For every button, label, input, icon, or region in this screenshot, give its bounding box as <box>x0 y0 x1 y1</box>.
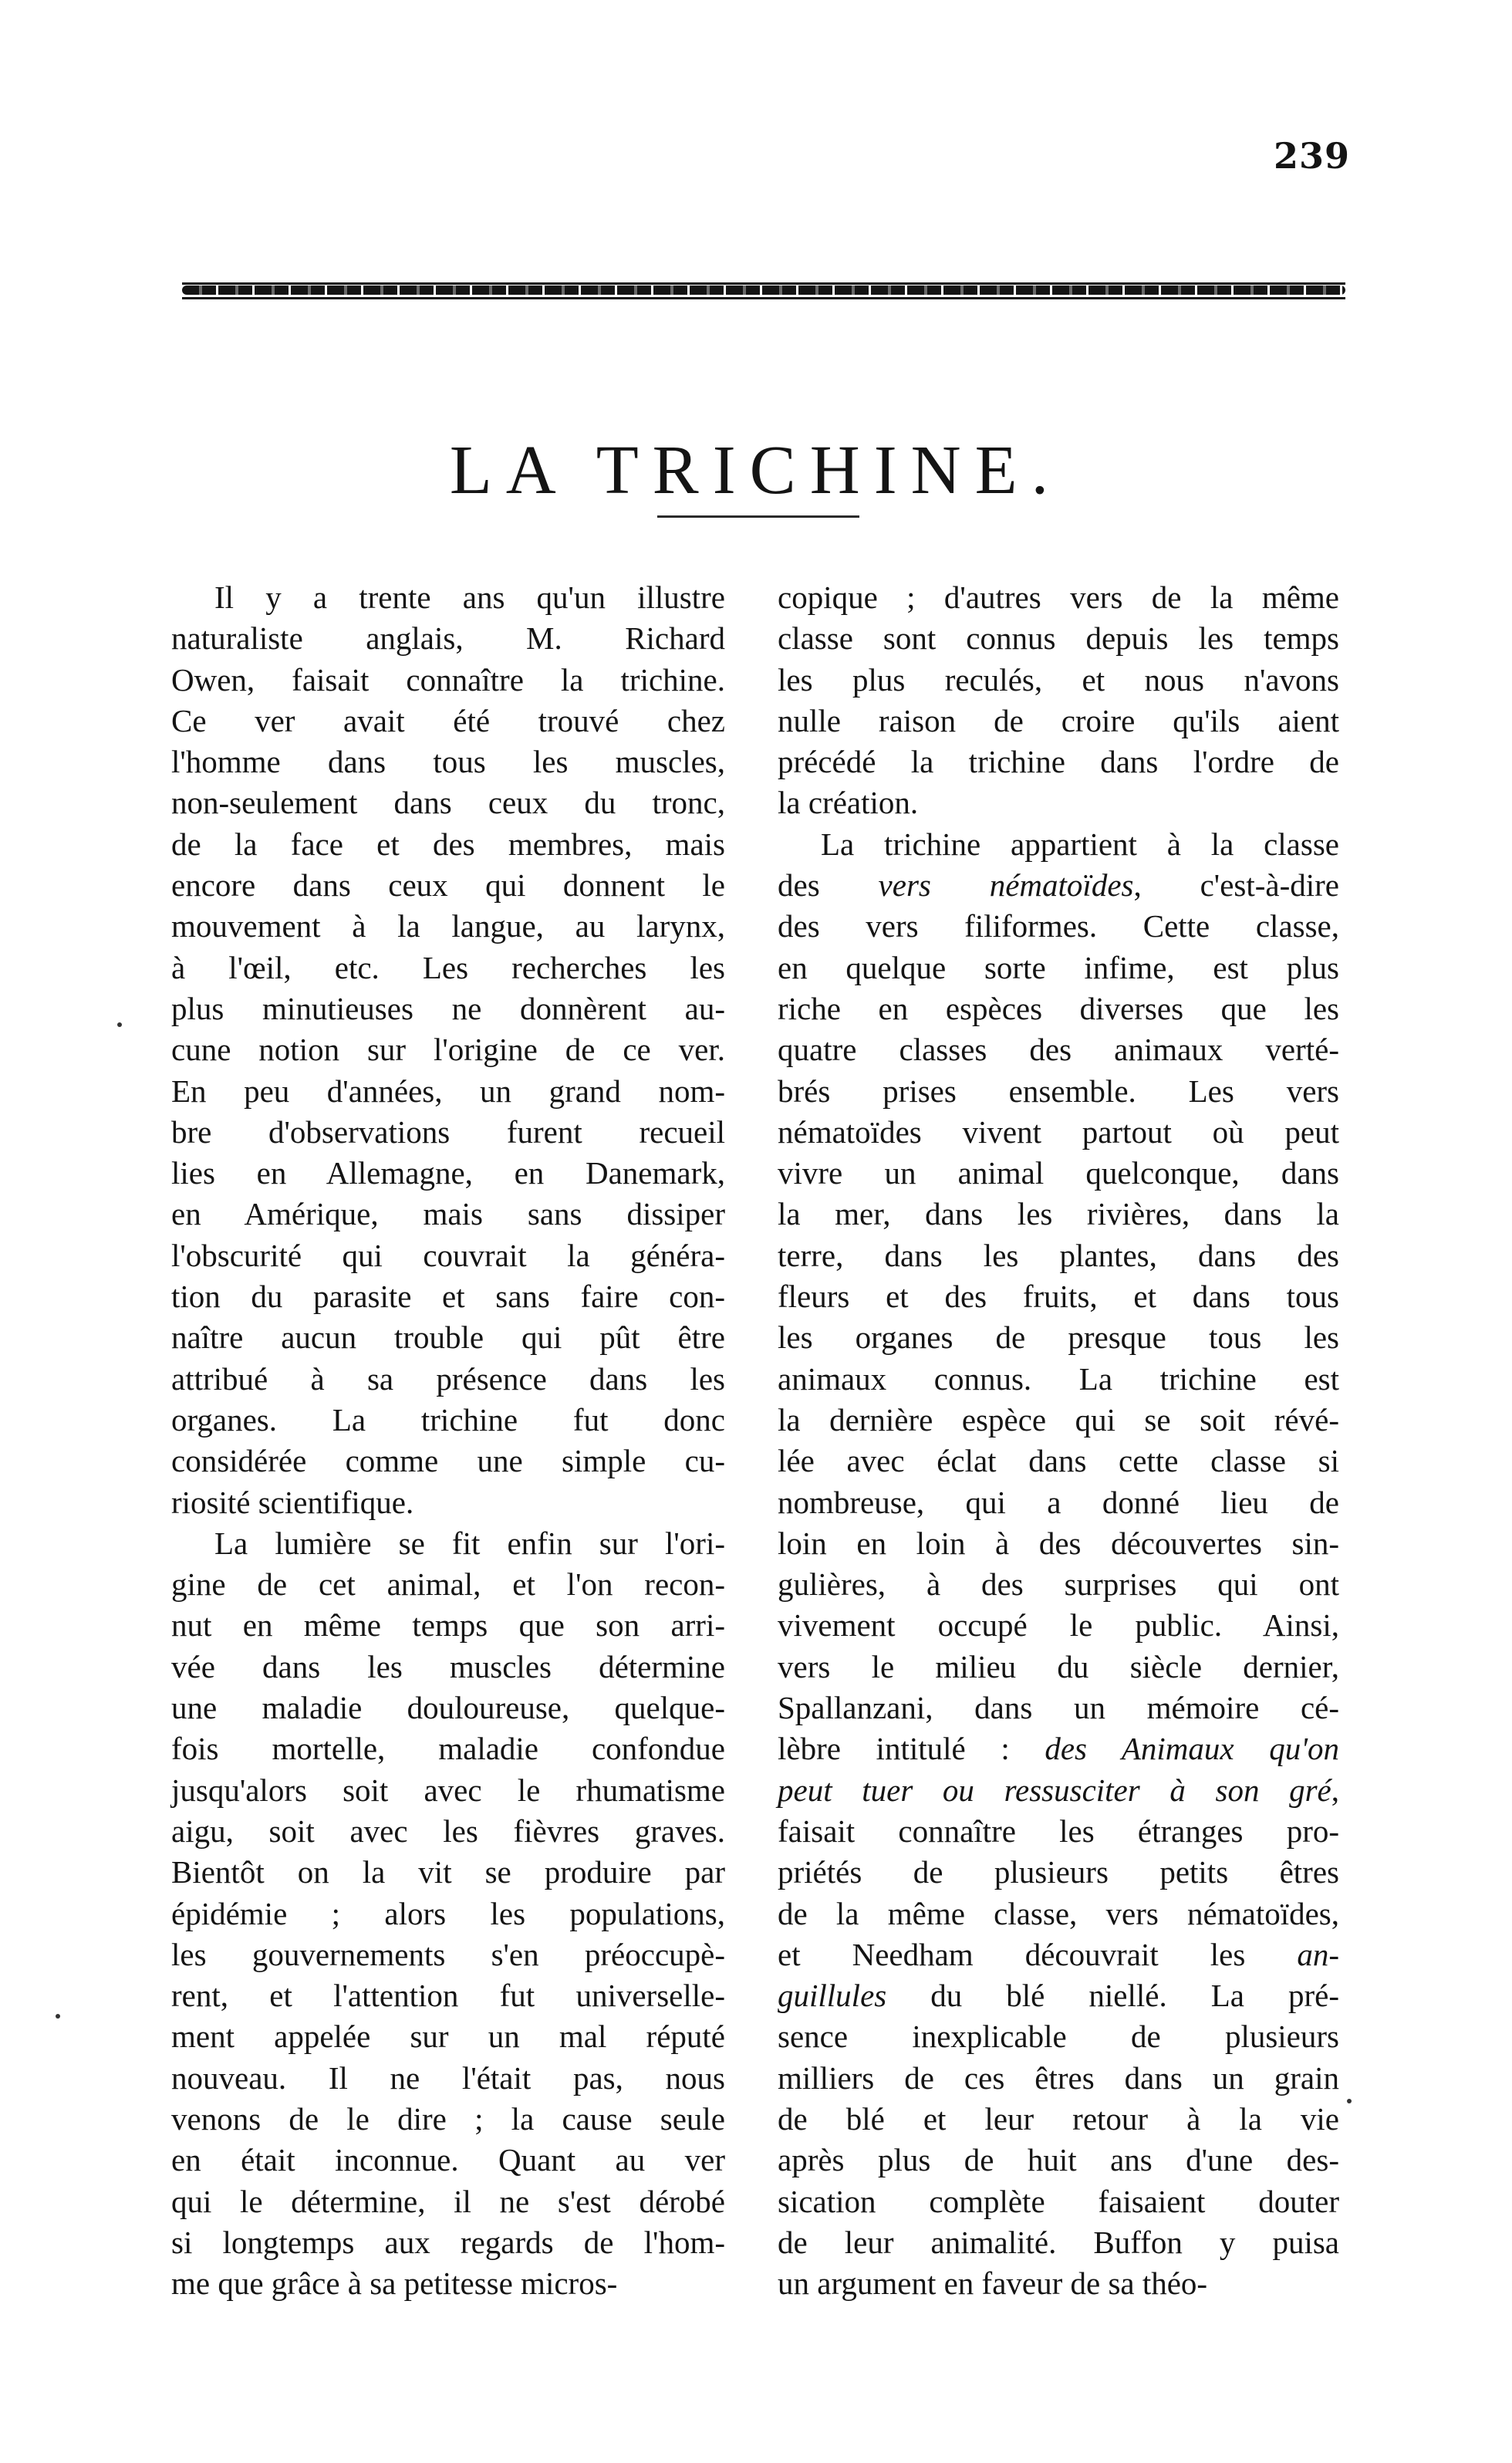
text-line: nombreuse, qui a donné lieu de <box>778 1484 1339 1520</box>
text-line: classe sont connus depuis les temps <box>778 620 1339 657</box>
text-line: la mer, dans les rivières, dans la <box>778 1196 1339 1232</box>
text-line: vivre un animal quelconque, dans <box>778 1155 1339 1191</box>
text-line: en Amérique, mais sans dissiper <box>171 1196 725 1232</box>
margin-speck <box>1347 2099 1352 2103</box>
italic-phrase: an- <box>1297 1936 1339 1972</box>
title-underline-rule <box>657 515 859 518</box>
text-line: animaux connus. La trichine est <box>778 1360 1339 1397</box>
text-line: Ce ver avait été trouvé chez <box>171 702 725 738</box>
text-line: nut en même temps que son arri- <box>171 1607 725 1644</box>
article-title: LA TRICHINE. <box>449 432 1063 509</box>
text-line: ment appelée sur un mal réputé <box>171 2019 725 2055</box>
text-line: loin en loin à des découvertes sin- <box>778 1525 1339 1561</box>
text-line: l'obscurité qui couvrait la généra- <box>171 1237 725 1273</box>
text-line: après plus de huit ans d'une des- <box>778 2142 1339 2178</box>
text-line: précédé la trichine dans l'ordre de <box>778 744 1339 780</box>
text-line: lée avec éclat dans cette classe si <box>778 1443 1339 1479</box>
text-line: plus minutieuses ne donnèrent au- <box>171 990 725 1026</box>
text-line: naturaliste anglais, M. Richard <box>171 620 725 657</box>
text-line: vers le milieu du siècle dernier, <box>778 1648 1339 1684</box>
text-line: un argument en faveur de sa théo- <box>778 2265 1208 2302</box>
text-line: quatre classes des animaux verté- <box>778 1032 1339 1068</box>
text-line: considérée comme une simple cu- <box>171 1443 725 1479</box>
text-line: de blé et leur retour à la vie <box>778 2100 1339 2137</box>
text-line: Il y a trente ans qu'un illustre <box>214 579 725 615</box>
text-line: sence inexplicable de plusieurs <box>778 2019 1339 2055</box>
italic-phrase: des Animaux qu'on <box>1045 1731 1339 1767</box>
italic-phrase: peut tuer ou ressusciter à son gré <box>778 1772 1331 1808</box>
text-line: attribué à sa présence dans les <box>171 1360 725 1397</box>
text-line: nématoïdes vivent partout où peut <box>778 1113 1339 1150</box>
text-line: sication complète faisaient douter <box>778 2183 1339 2219</box>
text-line: organes. La trichine fut donc <box>171 1401 725 1438</box>
text-line: fleurs et des fruits, et dans tous <box>778 1279 1339 1315</box>
text-line: vée dans les muscles détermine <box>171 1648 725 1684</box>
text-line: lèbre intitulé : des Animaux qu'on <box>778 1731 1339 1767</box>
text-line: en était inconnue. Quant au ver <box>171 2142 725 2178</box>
text-line: l'homme dans tous les muscles, <box>171 744 725 780</box>
text-line: la dernière espèce qui se soit révé- <box>778 1401 1339 1438</box>
text-line: les gouvernements s'en préoccupè- <box>171 1936 725 1972</box>
page-number: 239 <box>1273 135 1350 177</box>
text-line: La trichine appartient à la classe <box>821 826 1339 862</box>
text-line: à l'œil, etc. Les recherches les <box>171 949 725 985</box>
text-line: des vers nématoïdes, c'est-à-dire <box>778 867 1339 904</box>
text-line: riosité scientifique. <box>171 1484 414 1520</box>
text-line: Owen, faisait connaître la trichine. <box>171 661 725 698</box>
text-column-right <box>778 577 1339 2304</box>
text-line: de la face et des membres, mais <box>171 826 725 862</box>
text-line: non-seulement dans ceux du tronc, <box>171 785 725 821</box>
text-line: milliers de ces êtres dans un grain <box>778 2059 1339 2096</box>
text-line: priétés de plusieurs petits êtres <box>778 1854 1339 1890</box>
text-line: une maladie douloureuse, quelque- <box>171 1690 725 1726</box>
text-line: tion du parasite et sans faire con- <box>171 1279 725 1315</box>
text-line: épidémie ; alors les populations, <box>171 1895 725 1931</box>
text-line: copique ; d'autres vers de la même <box>778 579 1339 615</box>
text-line: terre, dans les plantes, dans des <box>778 1237 1339 1273</box>
text-line: rent, et l'attention fut universelle- <box>171 1978 725 2014</box>
text-line: de la même classe, vers nématoïdes, <box>778 1895 1339 1931</box>
text-line: brés prises ensemble. Les vers <box>778 1073 1339 1109</box>
text-line: aigu, soit avec les fièvres graves. <box>171 1813 725 1849</box>
text-line: bre d'observations furent recueil <box>171 1113 725 1150</box>
text-line: mouvement à la langue, au larynx, <box>171 908 725 944</box>
text-line: les organes de presque tous les <box>778 1319 1339 1356</box>
text-line: si longtemps aux regards de l'hom- <box>171 2224 725 2260</box>
text-line: fois mortelle, maladie confondue <box>171 1731 725 1767</box>
header-ornament-rule <box>182 282 1345 299</box>
text-line: lies en Allemagne, en Danemark, <box>171 1155 725 1191</box>
text-line: des vers filiformes. Cette classe, <box>778 908 1339 944</box>
text-line: encore dans ceux qui donnent le <box>171 867 725 904</box>
text-line: peut tuer ou ressusciter à son gré, <box>778 1772 1339 1808</box>
text-line: Spallanzani, dans un mémoire cé- <box>778 1690 1339 1726</box>
text-line: nulle raison de croire qu'ils aient <box>778 702 1339 738</box>
text-line: les plus reculés, et nous n'avons <box>778 661 1339 698</box>
text-line: qui le détermine, il ne s'est dérobé <box>171 2183 725 2219</box>
text-line: me que grâce à sa petitesse micros- <box>171 2265 618 2302</box>
text-line: jusqu'alors soit avec le rhumatisme <box>171 1772 725 1808</box>
italic-phrase: vers nématoïdes <box>878 867 1134 904</box>
text-line: riche en espèces diverses que les <box>778 990 1339 1026</box>
margin-speck <box>56 2014 60 2019</box>
text-line: naître aucun trouble qui pût être <box>171 1319 725 1356</box>
text-line: faisait connaître les étranges pro- <box>778 1813 1339 1849</box>
text-line: cune notion sur l'origine de ce ver. <box>171 1032 725 1068</box>
text-line: Bientôt on la vit se produire par <box>171 1854 725 1890</box>
italic-phrase: guillules <box>778 1978 887 2014</box>
text-line: gine de cet animal, et l'on recon- <box>171 1566 725 1603</box>
text-line: la création. <box>778 785 919 821</box>
text-column-left <box>171 577 725 2304</box>
text-line: de leur animalité. Buffon y puisa <box>778 2224 1339 2260</box>
text-line: La lumière se fit enfin sur l'ori- <box>214 1525 725 1561</box>
text-line: venons de le dire ; la cause seule <box>171 2100 725 2137</box>
margin-speck <box>117 1022 122 1027</box>
text-line: guillules du blé niellé. La pré- <box>778 1978 1339 2014</box>
text-line: En peu d'années, un grand nom- <box>171 1073 725 1109</box>
text-line: gulières, à des surprises qui ont <box>778 1566 1339 1603</box>
text-line: nouveau. Il ne l'était pas, nous <box>171 2059 725 2096</box>
text-line: en quelque sorte infime, est plus <box>778 949 1339 985</box>
text-line: vivement occupé le public. Ainsi, <box>778 1607 1339 1644</box>
text-line: et Needham découvrait les an- <box>778 1936 1339 1972</box>
